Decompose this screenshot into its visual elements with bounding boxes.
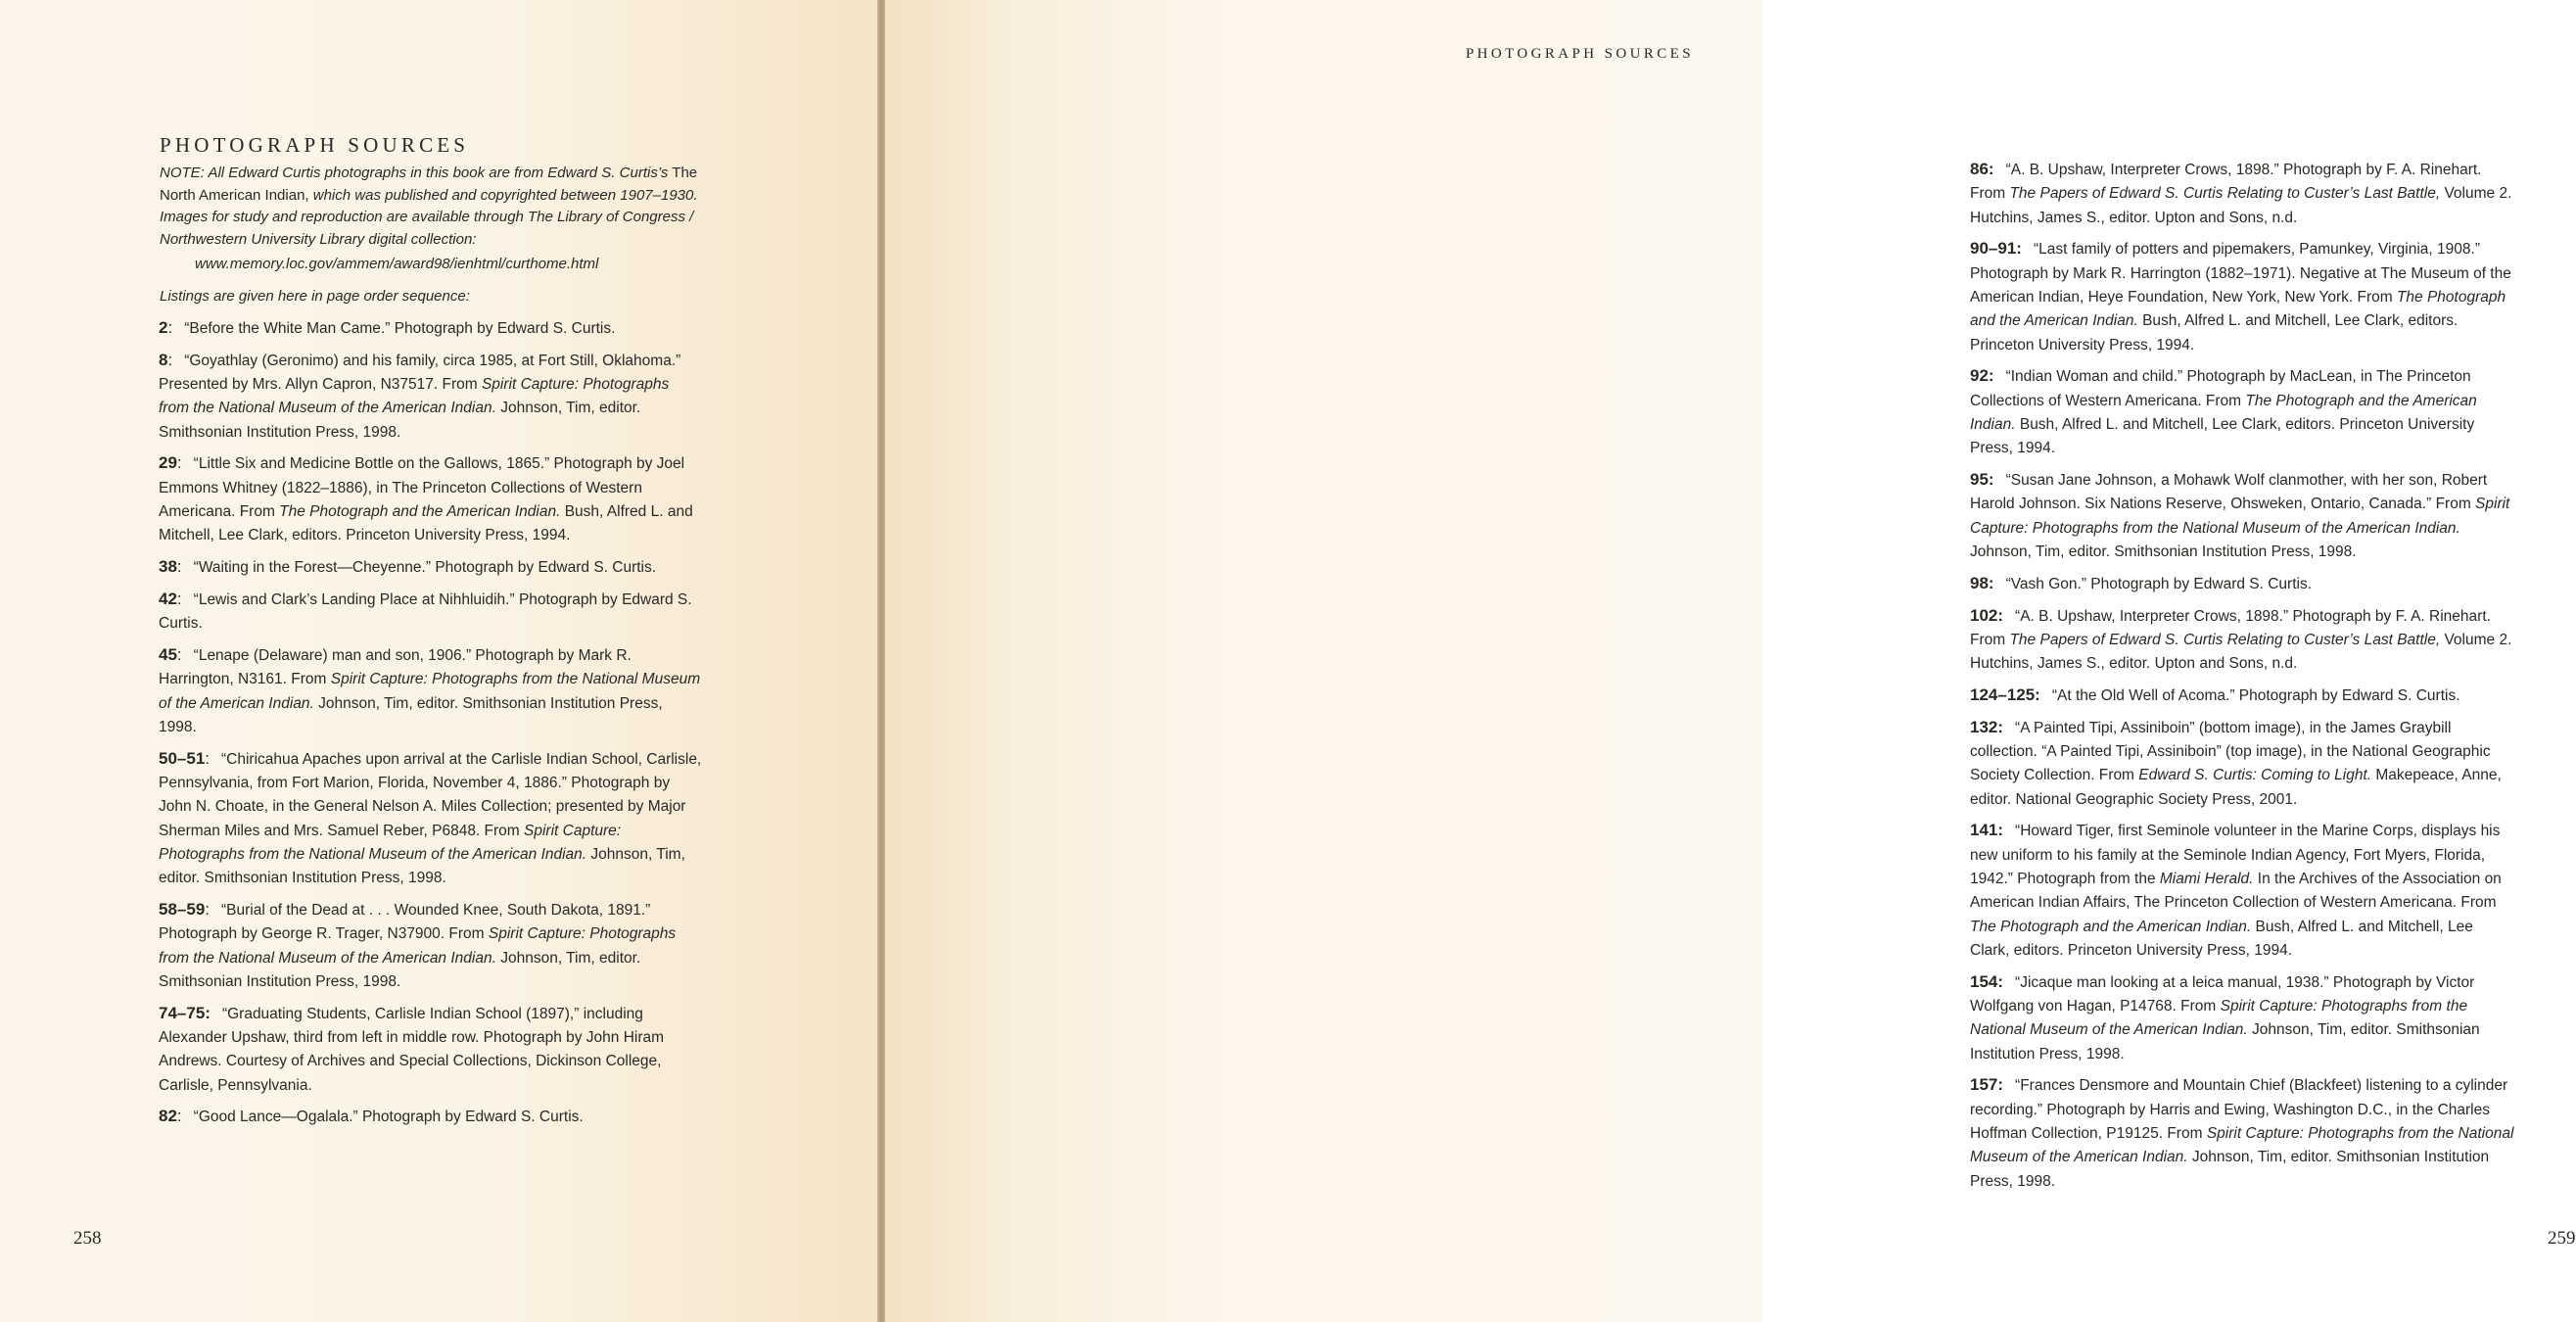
entry-page-number: [1970, 606, 2003, 625]
entry-text: Johnson, Tim, editor. Smithsonian Institution Press, 1998.: [1970, 543, 2357, 560]
entry-publication-title: Spirit Capture: Photographs from the National Museum of the American Indian.: [159, 376, 670, 417]
entry-page-number: [1970, 160, 1994, 178]
entry-text: “Frances Densmore and Mountain Chief (Blackfeet) listening to a cylinder recording.” Photograph by Harris and Ewing, Washington D.C., in the Charles Hoffman Collection, P19125. From: [1970, 1077, 2508, 1142]
entry-text: “Burial of the Dead at . . . Wounded Knee, South Dakota, 1891.” Photograph by George R. Trager, N37900. From: [159, 902, 651, 943]
source-entry: [159, 451, 703, 547]
entry-page-ref: 95:: [1970, 470, 1994, 490]
source-entry: [1970, 604, 2516, 677]
entry-text: Volume 2. Hutchins, James S., editor. Upton and Sons, n.d.: [1970, 631, 2512, 673]
entry-separator: :: [167, 318, 173, 337]
entry-text: “Last family of potters and pipemakers, Pamunkey, Virginia, 1908.” Photograph by Mark R. Harrington (1882–1971). Negative at The Museum of the American Indian, Heye Foundation, New York, New York. From: [1970, 241, 2511, 306]
sources-note: [160, 163, 708, 307]
entry-page-number: [159, 749, 210, 768]
entry-publication-title: The Papers of Edward S. Curtis Relating to Custer’s Last Battle,: [2009, 631, 2441, 648]
entry-text: Bush, Alfred L. and Mitchell, Lee Clark, editors. Princeton University Press, 1994.: [1970, 918, 2473, 959]
entry-text: Bush, Alfred L. and Mitchell, Lee Clark, editors. Princeton University Press, 1994.: [1970, 312, 2459, 354]
note-suffix: which was published and copyrighted between 1907–1930. Images for study and reproduction are available through The Library of Congress / Northwestern University Library digital collection:: [160, 186, 698, 248]
entry-separator: :: [205, 900, 211, 920]
source-entry: [1970, 237, 2516, 356]
entry-text: Bush, Alfred L. and Mitchell, Lee Clark, editors. Princeton University Press, 1994.: [1970, 415, 2475, 457]
entry-page-number: [1970, 1075, 2003, 1094]
page-number: 258: [73, 1228, 102, 1249]
entry-separator: :: [176, 557, 182, 577]
order-note: Listings are given here in page order sequence:: [160, 287, 470, 305]
entry-text: “Before the White Man Came.” Photograph by Edward S. Curtis.: [184, 320, 616, 337]
entry-page-number: [1970, 821, 2003, 839]
source-entry: [159, 898, 703, 994]
entry-page-number: [159, 590, 182, 608]
source-entry: [159, 588, 703, 637]
entry-page-ref: 124–125:: [1970, 685, 2040, 704]
entry-text: Johnson, Tim, editor. Smithsonian Institution Press, 1998.: [159, 400, 641, 441]
source-entry: [1970, 468, 2516, 564]
note-prefix: NOTE: All Edward Curtis photographs in this book are from Edward S. Curtis’s: [160, 165, 669, 181]
entry-page-number: [1970, 470, 1994, 489]
entry-text: “A. B. Upshaw, Interpreter Crows, 1898.” Photograph by F. A. Rinehart. From: [1970, 607, 2491, 648]
entry-page-ref: 98:: [1970, 573, 1994, 592]
section-title: PHOTOGRAPH SOURCES: [160, 133, 470, 158]
entry-text: Johnson, Tim, editor. Smithsonian Institution Press, 1998.: [1970, 1021, 2480, 1062]
page-number: 259: [2548, 1228, 2576, 1249]
entry-page-number: [1970, 972, 2003, 991]
source-entry: [1970, 970, 2516, 1066]
entry-page-number: [1970, 685, 2040, 704]
entry-page-number: [1970, 239, 2022, 258]
entry-page-number: [159, 1004, 211, 1022]
entry-page-ref: 86:: [1970, 160, 1994, 178]
entry-page-number: [159, 453, 182, 472]
entry-text: “Lewis and Clark’s Landing Place at Nihhluidih.” Photograph by Edward S. Curtis.: [159, 590, 692, 633]
entry-page-ref: 29: [159, 453, 177, 473]
entry-page-number: [159, 645, 182, 664]
entry-publication-title: Spirit Capture: Photographs from the National Museum of the American Indian.: [1970, 496, 2510, 537]
entry-page-ref: 132:: [1970, 717, 2004, 736]
source-entry: [1970, 684, 2516, 708]
source-entry: [1970, 364, 2516, 460]
right-page: [885, 0, 2576, 1322]
entry-separator: :: [176, 589, 182, 608]
entry-page-ref: 82: [159, 1107, 177, 1126]
entry-page-ref: 2: [159, 318, 168, 337]
entry-publication-title: The Papers of Edward S. Curtis Relating to Custer’s Last Battle,: [2009, 185, 2441, 203]
entry-text: “Susan Jane Johnson, a Mohawk Wolf clanmother, with her son, Robert Harold Johnson. Six Nations Reserve, Ohsweken, Ontario, Canada.” From: [1970, 472, 2488, 513]
entry-publication-title: Spirit Capture: Photographs from the National Museum of the American Indian.: [159, 671, 701, 712]
entry-page-ref: 58–59: [159, 900, 206, 920]
entry-text: “Chiricahua Apaches upon arrival at the Carlisle Indian School, Carlisle, Pennsylvania, from Fort Marion, Florida, November 4, 1886.” Photograph by John N. Choate, in the General Nelson A. Miles Collection; presented by Major Sherman Miles and Mrs. Samuel Reber, P6848. From: [159, 750, 702, 839]
entry-publication-title: The Photograph and the American Indian.: [1970, 392, 2477, 433]
entry-page-ref: 154:: [1970, 971, 2004, 991]
entry-page-number: [159, 557, 182, 576]
book-gutter: [877, 0, 885, 1322]
source-entry: [159, 349, 703, 445]
right-entries-list: [1970, 158, 2516, 1201]
entry-page-ref: 38: [159, 557, 177, 577]
entry-text: Johnson, Tim, editor. Smithsonian Institution Press, 1998.: [159, 845, 685, 887]
source-entry: [159, 643, 703, 739]
left-entries-list: [159, 316, 703, 1137]
entry-separator: :: [176, 453, 182, 473]
entry-text: “Little Six and Medicine Bottle on the Gallows, 1865.” Photograph by Joel Emmons Whitney (1822–1886), in The Princeton Collections of Western Americana. From: [159, 455, 685, 521]
entry-page-ref: 102:: [1970, 605, 2004, 625]
entry-page-ref: 50–51: [159, 748, 206, 768]
entry-page-ref: 8: [159, 350, 168, 369]
source-entry: [1970, 572, 2516, 596]
left-page: [0, 0, 879, 1322]
entry-publication-title: Edward S. Curtis: Coming to Light.: [2138, 767, 2372, 784]
entry-separator: :: [205, 748, 211, 768]
source-entry: [1970, 1073, 2516, 1193]
entry-page-ref: 74–75:: [159, 1003, 211, 1022]
entry-text: Johnson, Tim, editor. Smithsonian Institution Press, 1998.: [1970, 1149, 2490, 1190]
collection-url: www.memory.loc.gov/ammem/award98/ienhtml/curthome.html: [195, 256, 599, 272]
entry-text: “A. B. Upshaw, Interpreter Crows, 1898.” Photograph by F. A. Rinehart. From: [1970, 162, 2482, 203]
entry-text: In the Archives of the Association on American Indian Affairs, The Princeton Collection of Western Americana. From: [1970, 871, 2502, 912]
entry-page-number: [159, 900, 210, 919]
note-book-title: The North American Indian,: [160, 165, 698, 204]
entry-text: “Howard Tiger, first Seminole volunteer in the Marine Corps, displays his new uniform to his family at the Seminole Indian Agency, Fort Myers, Florida, 1942.” Photograph from the: [1970, 823, 2501, 888]
entry-text: “Jicaque man looking at a leica manual, 1938.” Photograph by Victor Wolfgang von Hagan, P14768. From: [1970, 973, 2475, 1015]
entry-publication-title: The Photograph and the American Indian.: [279, 503, 561, 521]
entry-publication-title: Spirit Capture: Photographs from the National Museum of the American Indian.: [159, 925, 677, 967]
entry-publication-title: Miami Herald.: [2159, 871, 2254, 888]
source-entry: [1970, 716, 2516, 812]
entry-page-ref: 92:: [1970, 366, 1994, 386]
source-entry: [159, 1002, 703, 1098]
entry-text: “A Painted Tipi, Assiniboin” (bottom image), in the James Graybill collection. “A Painted Tipi, Assiniboin” (top image), in the National Geographic Society Collection. From: [1970, 719, 2491, 784]
entry-publication-title: Spirit Capture: Photographs from the National Museum of the American Indian.: [159, 822, 622, 863]
source-entry: [1970, 158, 2516, 230]
entry-text: “At the Old Well of Acoma.” Photograph by Edward S. Curtis.: [2051, 686, 2460, 704]
entry-page-number: [159, 1107, 182, 1125]
entry-page-number: [1970, 718, 2003, 736]
running-head: PHOTOGRAPH SOURCES: [1465, 46, 1694, 62]
entry-page-ref: 90–91:: [1970, 239, 2022, 259]
entry-text: Makepeace, Anne, editor. National Geographic Society Press, 2001.: [1970, 767, 2502, 808]
entry-page-number: [1970, 366, 1994, 385]
entry-publication-title: Spirit Capture: Photographs from the National Museum of the American Indian.: [1970, 998, 2468, 1039]
entry-text: “Indian Woman and child.” Photograph by MacLean, in The Princeton Collections of Western Americana. From: [1970, 368, 2471, 409]
entry-text: “Lenape (Delaware) man and son, 1906.” Photograph by Mark R. Harrington, N3161. From: [159, 647, 632, 688]
entry-publication-title: The Photograph and the American Indian.: [1970, 918, 2252, 935]
entry-separator: :: [176, 645, 182, 665]
source-entry: [159, 555, 703, 580]
source-entry: [1970, 819, 2516, 963]
entry-separator: :: [176, 1107, 182, 1126]
entry-page-number: [159, 318, 172, 337]
entry-text: Volume 2. Hutchins, James S., editor. Upton and Sons, n.d.: [1970, 185, 2512, 226]
entry-text: “Waiting in the Forest—Cheyenne.” Photograph by Edward S. Curtis.: [193, 559, 657, 577]
entry-publication-title: Spirit Capture: Photographs from the National Museum of the American Indian.: [1970, 1124, 2514, 1166]
entry-text: Johnson, Tim, editor. Smithsonian Institution Press, 1998.: [159, 694, 663, 735]
entry-text: “Good Lance—Ogalala.” Photograph by Edward S. Curtis.: [193, 1109, 584, 1126]
entry-page-ref: 42: [159, 589, 177, 608]
entry-text: “Vash Gon.” Photograph by Edward S. Curtis.: [2005, 575, 2313, 592]
entry-text: Johnson, Tim, editor. Smithsonian Institution Press, 1998.: [159, 949, 641, 990]
source-entry: [159, 316, 703, 341]
entry-publication-title: The Photograph and the American Indian.: [1970, 288, 2506, 330]
entry-page-ref: 45: [159, 645, 177, 665]
entry-page-ref: 157:: [1970, 1075, 2004, 1095]
entry-page-number: [1970, 574, 1994, 592]
entry-page-ref: 141:: [1970, 821, 2004, 840]
entry-text: “Goyathlay (Geronimo) and his family, circa 1985, at Fort Still, Oklahoma.” Presented by Mrs. Allyn Capron, N37517. From: [159, 352, 681, 394]
entry-text: “Graduating Students, Carlisle Indian School (1897),” including Alexander Upshaw, third from left in middle row. Photograph by John Hiram Andrews. Courtesy of Archives and Special Collections, Dickinson College, Carlisle, Pennsylvania.: [159, 1005, 665, 1094]
source-entry: [159, 747, 703, 891]
entry-page-number: [159, 351, 172, 369]
entry-separator: :: [167, 350, 173, 369]
entry-text: Bush, Alfred L. and Mitchell, Lee Clark, editors. Princeton University Press, 1994.: [159, 503, 693, 544]
source-entry: [159, 1105, 703, 1129]
